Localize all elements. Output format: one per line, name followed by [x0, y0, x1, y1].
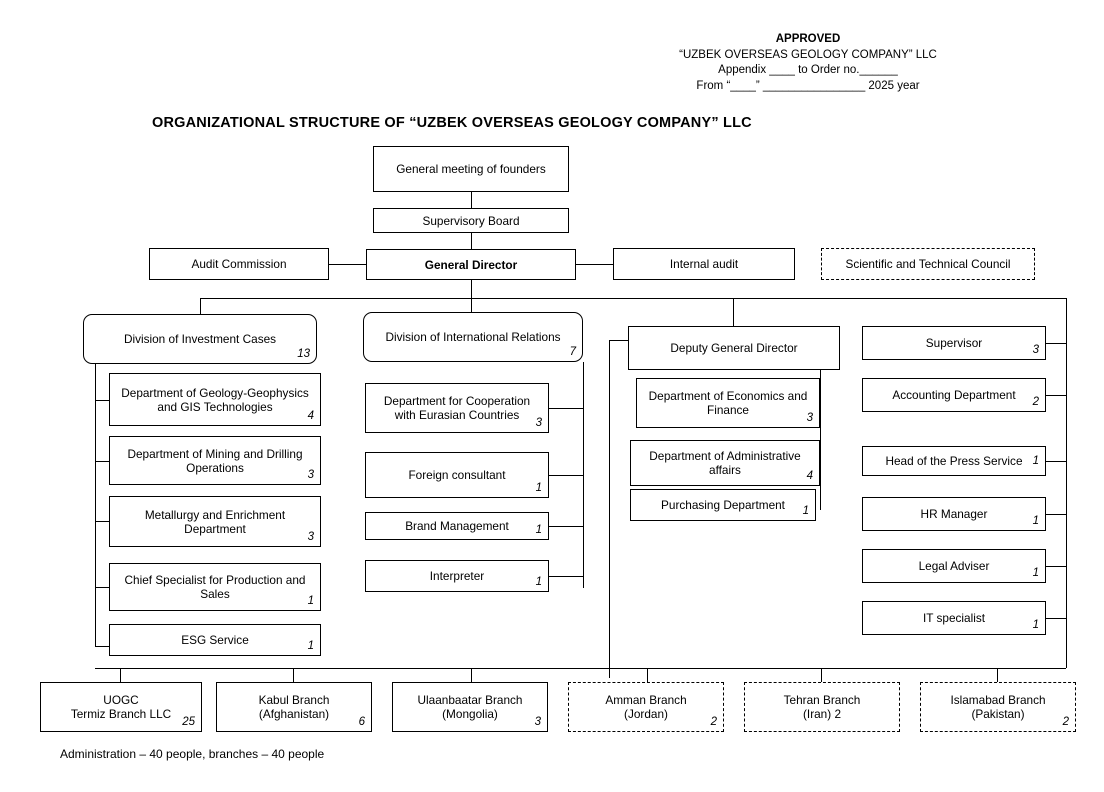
node-label: Head of the Press Service: [885, 454, 1023, 468]
node-label-line1: Ulaanbaatar Branch: [417, 693, 523, 707]
node-label: Chief Specialist for Production and Sales: [124, 573, 306, 601]
node-count: 4: [307, 410, 314, 422]
node-count: 3: [307, 531, 314, 543]
node-department-for-cooperation-with-eurasian-countries: [365, 383, 549, 433]
connector-spine: [820, 370, 821, 510]
node-count: 1: [1032, 567, 1039, 579]
node-department-of-mining-and-drilling-operations: [109, 436, 321, 485]
node-it-specialist: [862, 601, 1046, 635]
node-count: 3: [534, 716, 541, 728]
connector: [609, 340, 628, 341]
connector: [471, 298, 472, 312]
node-esg-service: [109, 624, 321, 656]
node-count: 2: [1062, 716, 1069, 728]
node-label-line1: Amman Branch: [605, 693, 687, 707]
node-legal-adviser: [862, 549, 1046, 583]
connector: [471, 280, 472, 298]
connector: [120, 668, 121, 682]
node-count: 3: [806, 412, 813, 424]
node-foreign-consultant: [365, 452, 549, 498]
connector: [471, 192, 472, 208]
connector: [293, 668, 294, 682]
connector: [997, 668, 998, 682]
node-count: 1: [307, 595, 314, 607]
approved-line-3: Appendix ____ to Order no.______: [718, 64, 898, 76]
node-deputy-general-director: [628, 326, 840, 370]
node-label-line1: Islamabad Branch: [950, 693, 1046, 707]
node-label: IT specialist: [922, 611, 986, 625]
node-label: Brand Management: [405, 519, 509, 533]
node-label: Accounting Department: [892, 388, 1016, 402]
connector: [1046, 566, 1066, 567]
node-count: 13: [297, 348, 310, 360]
node-label-line2: Termiz Branch LLC: [70, 707, 172, 721]
node-scientific-and-technical-council: [821, 248, 1035, 280]
node-label: ESG Service: [181, 633, 249, 647]
node-brand-management: [365, 512, 549, 540]
node-label: Audit Commission: [191, 257, 287, 271]
node-label: Division of International Relations: [385, 330, 561, 344]
node-label-line1: UOGC: [103, 693, 139, 707]
node-count: 7: [569, 346, 576, 358]
node-label: Supervisor: [925, 336, 983, 350]
approved-line-2: “UZBEK OVERSEAS GEOLOGY COMPANY” LLC: [679, 48, 937, 61]
approved-block: [598, 32, 1018, 94]
node-label: Division of Investment Cases: [123, 332, 277, 346]
node-branch-uogc-termiz: [40, 682, 202, 732]
page-title: ORGANIZATIONAL STRUCTURE OF “UZBEK OVERSEAS GEOLOGY COMPANY” LLC: [152, 115, 752, 131]
connector: [549, 475, 583, 476]
connector: [1046, 395, 1066, 396]
node-count: 3: [535, 417, 542, 429]
node-count: 1: [307, 640, 314, 652]
node-count: 1: [1032, 455, 1039, 467]
node-general-meeting-of-founders: [373, 146, 569, 192]
connector: [95, 646, 109, 647]
node-interpreter: [365, 560, 549, 592]
node-label: Department for Cooperation with Eurasian Countries: [383, 394, 531, 422]
connector: [329, 264, 366, 265]
node-label: General meeting of founders: [396, 162, 546, 176]
connector: [549, 526, 583, 527]
node-label: Interpreter: [429, 569, 485, 583]
node-label-line1: Tehran Branch: [783, 693, 861, 707]
node-supervisory-board: [373, 208, 569, 233]
node-branch-tehran: [744, 682, 900, 732]
node-label-line2: (Mongolia): [442, 707, 498, 721]
connector: [95, 461, 109, 462]
node-count: 1: [1032, 619, 1039, 631]
node-head-of-the-press-service: [862, 446, 1046, 476]
node-label: Internal audit: [669, 257, 739, 271]
connector: [471, 668, 472, 682]
connector: [576, 264, 613, 265]
node-count: 3: [307, 469, 314, 481]
connector: [549, 408, 583, 409]
connector: [1046, 343, 1066, 344]
node-label: Supervisory Board: [422, 213, 520, 228]
node-division-of-international-relations: [363, 312, 583, 362]
node-count: 25: [182, 716, 195, 728]
connector: [1046, 461, 1066, 462]
node-label: Foreign consultant: [408, 468, 506, 482]
node-general-director: [366, 249, 576, 280]
node-label: Purchasing Department: [661, 498, 785, 512]
connector: [733, 298, 734, 326]
node-label: Department of Economics and Finance: [648, 389, 808, 417]
node-count: 1: [802, 505, 809, 517]
node-branch-islamabad: [920, 682, 1076, 732]
node-label: Scientific and Technical Council: [845, 257, 1011, 271]
node-count: 1: [535, 482, 542, 494]
node-count: 2: [710, 716, 717, 728]
connector: [95, 587, 109, 588]
branch-bus: [95, 668, 1066, 669]
node-label: HR Manager: [920, 507, 988, 521]
node-count: 3: [1032, 344, 1039, 356]
node-hr-manager: [862, 497, 1046, 531]
connector: [1046, 514, 1066, 515]
node-division-of-investment-cases: [83, 314, 317, 364]
node-count: 2: [1032, 396, 1039, 408]
connector: [549, 576, 583, 577]
node-label: Legal Adviser: [918, 559, 990, 573]
connector: [95, 521, 109, 522]
connector-right-rail: [1066, 298, 1067, 668]
node-internal-audit: [613, 248, 795, 280]
connector: [95, 400, 109, 401]
node-label: Deputy General Director: [670, 341, 798, 355]
node-audit-commission: [149, 248, 329, 280]
node-supervisor: [862, 326, 1046, 360]
node-department-of-geology-geophysics-and-gis-technologies: [109, 373, 321, 426]
connector: [647, 668, 648, 682]
node-count: 1: [535, 524, 542, 536]
footnote-headcount: Administration – 40 people, branches – 40 people: [60, 747, 325, 761]
node-label: Department of Administrative affairs: [649, 449, 801, 477]
node-chief-specialist-for-production-and-sales: [109, 563, 321, 611]
node-label-line2: (Pakistan): [971, 707, 1025, 721]
node-label: Metallurgy and Enrichment Department: [144, 507, 286, 536]
main-bus: [200, 298, 1066, 299]
node-branch-ulaanbaatar: [392, 682, 548, 732]
node-department-of-administrative-affairs: [630, 440, 820, 486]
connector: [200, 298, 201, 314]
node-branch-kabul: [216, 682, 372, 732]
node-accounting-department: [862, 378, 1046, 412]
node-count: 1: [535, 576, 542, 588]
node-count: 6: [358, 716, 365, 728]
connector-deputy-rail: [609, 340, 610, 678]
connector: [471, 233, 472, 249]
node-branch-amman: [568, 682, 724, 732]
node-department-of-economics-and-finance: [636, 378, 820, 428]
node-count: 4: [806, 470, 813, 482]
node-label: Department of Mining and Drilling Operations: [127, 446, 303, 475]
approved-line-4: From “____” ________________ 2025 year: [696, 79, 920, 92]
node-label-line2: (Iran) 2: [802, 707, 842, 721]
connector: [1046, 618, 1066, 619]
node-count: 1: [1032, 515, 1039, 527]
node-label-line2: (Afghanistan): [258, 707, 330, 721]
node-label: General Director: [424, 257, 518, 272]
node-purchasing-department: [630, 489, 816, 521]
node-label-line2: (Jordan): [624, 707, 668, 721]
node-metallurgy-and-enrichment-department: [109, 496, 321, 547]
node-label: Department of Geology-Geophysics and GIS Technologies: [121, 385, 309, 414]
approved-line-1: APPROVED: [775, 33, 841, 45]
connector: [821, 668, 822, 682]
connector-spine: [95, 364, 96, 646]
connector-spine: [583, 362, 584, 588]
node-label-line1: Kabul Branch: [258, 693, 330, 707]
